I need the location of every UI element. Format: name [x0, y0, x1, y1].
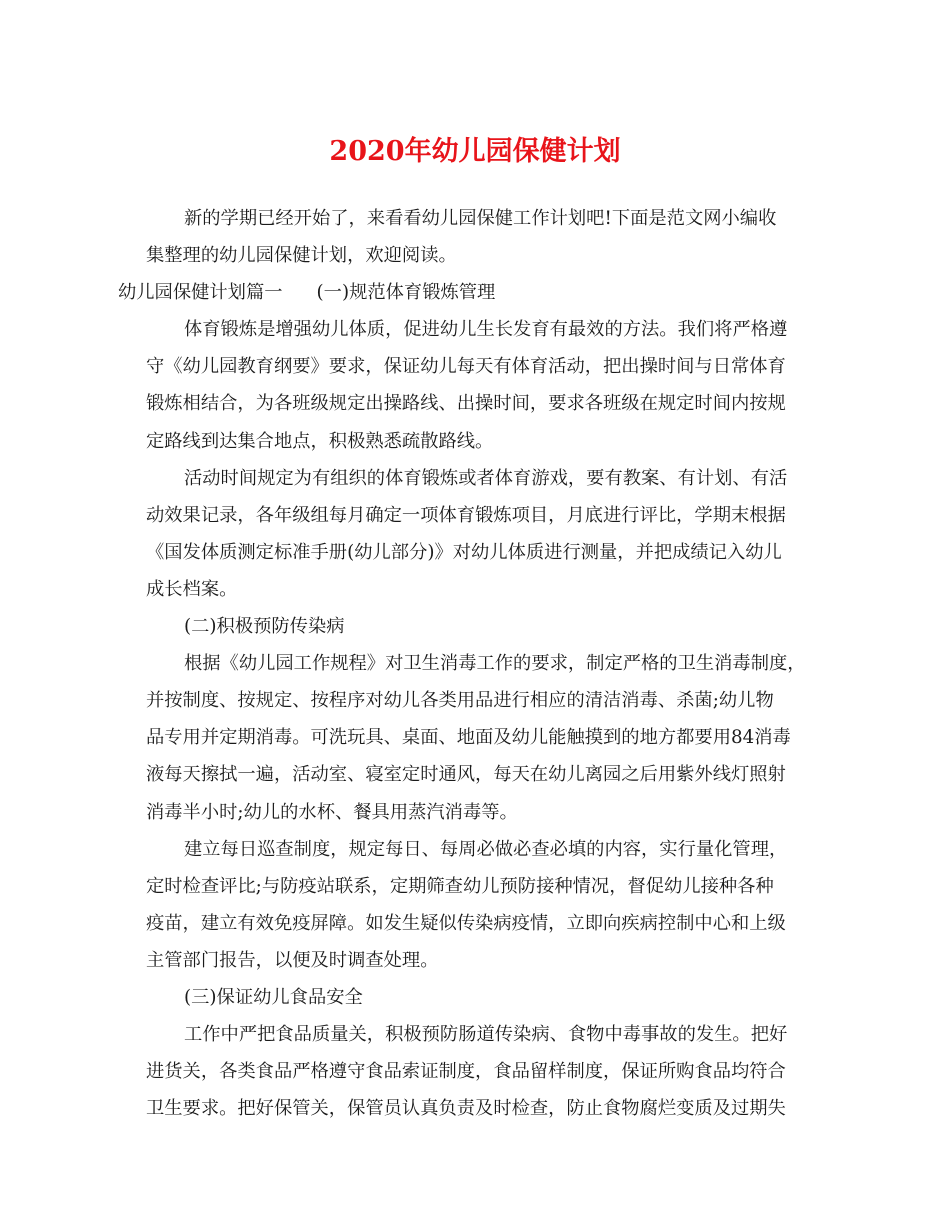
paragraph-line: 体育锻炼是增强幼儿体质，促进幼儿生长发育有最效的方法。我们将严格遵	[184, 319, 788, 341]
document-body	[118, 200, 806, 1127]
document-title: 2020年幼儿园保健计划	[329, 136, 621, 167]
paragraph-line: 根据《幼儿园工作规程》对卫生消毒工作的要求，制定严格的卫生消毒制度，	[184, 653, 806, 675]
paragraph-line: 工作中严把食品质量关，积极预防肠道传染病、食物中毒事故的发生。把好	[184, 1024, 788, 1046]
paragraph-line: 定路线到达集合地点，积极熟悉疏散路线。	[146, 430, 494, 452]
paragraph-line: 新的学期已经开始了，来看看幼儿园保健工作计划吧!下面是范文网小编收	[184, 208, 777, 229]
section-heading: (二)积极预防传染病	[184, 616, 345, 638]
paragraph-line: 卫生要求。把好保管关，保管员认真负责及时检查，防止食物腐烂变质及过期失	[146, 1098, 786, 1120]
paragraph-line: 锻炼相结合，为各班级规定出操路线、出操时间，要求各班级在规定时间内按规	[146, 393, 786, 415]
paragraph-line: 动效果记录，各年级组每月确定一项体育锻炼项目，月底进行评比，学期末根据	[146, 504, 786, 526]
paragraph-line: 守《幼儿园教育纲要》要求，保证幼儿每天有体育活动，把出操时间与日常体育	[146, 356, 786, 378]
chapter-label: 幼儿园保健计划篇一	[118, 282, 283, 304]
paragraph-line: 定时检查评比;与防疫站联系，定期筛查幼儿预防接种情况，督促幼儿接种各种	[146, 875, 774, 897]
paragraph-line: 建立每日巡查制度，规定每日、每周必做必查必填的内容，实行量化管理，	[184, 838, 788, 860]
paragraph-line: 进货关，各类食品严格遵守食品索证制度，食品留样制度，保证所购食品均符合	[146, 1061, 786, 1083]
paragraph-line: 成长档案。	[146, 578, 238, 600]
paragraph-line: 活动时间规定为有组织的体育锻炼或者体育游戏，要有教案、有计划、有活	[184, 467, 788, 489]
paragraph-line: 并按制度、按规定、按程序对幼儿各类用品进行相应的清洁消毒、杀菌;幼儿物	[146, 690, 774, 712]
paragraph-line: 品专用并定期消毒。可洗玩具、桌面、地面及幼儿能触摸到的地方都要用84消毒	[146, 727, 791, 749]
paragraph-line: 集整理的幼儿园保健计划，欢迎阅读。	[146, 245, 457, 267]
paragraph-line: 主管部门报告，以便及时调查处理。	[146, 949, 439, 971]
paragraph-line: 《国发体质测定标准手册(幼儿部分)》对幼儿体质进行测量，并把成绩记入幼儿	[146, 541, 782, 563]
section-heading: (一)规范体育锻炼管理	[316, 282, 496, 304]
paragraph-line: 消毒半小时;幼儿的水杯、餐具用蒸汽消毒等。	[146, 801, 518, 823]
section-heading-line	[118, 274, 806, 311]
paragraph-line: 液每天擦拭一遍，活动室、寝室定时通风，每天在幼儿离园之后用紫外线灯照射	[146, 764, 786, 786]
paragraph-line: 疫苗，建立有效免疫屏障。如发生疑似传染病疫情，立即向疾病控制中心和上级	[146, 912, 786, 934]
section-heading: (三)保证幼儿食品安全	[184, 986, 363, 1008]
